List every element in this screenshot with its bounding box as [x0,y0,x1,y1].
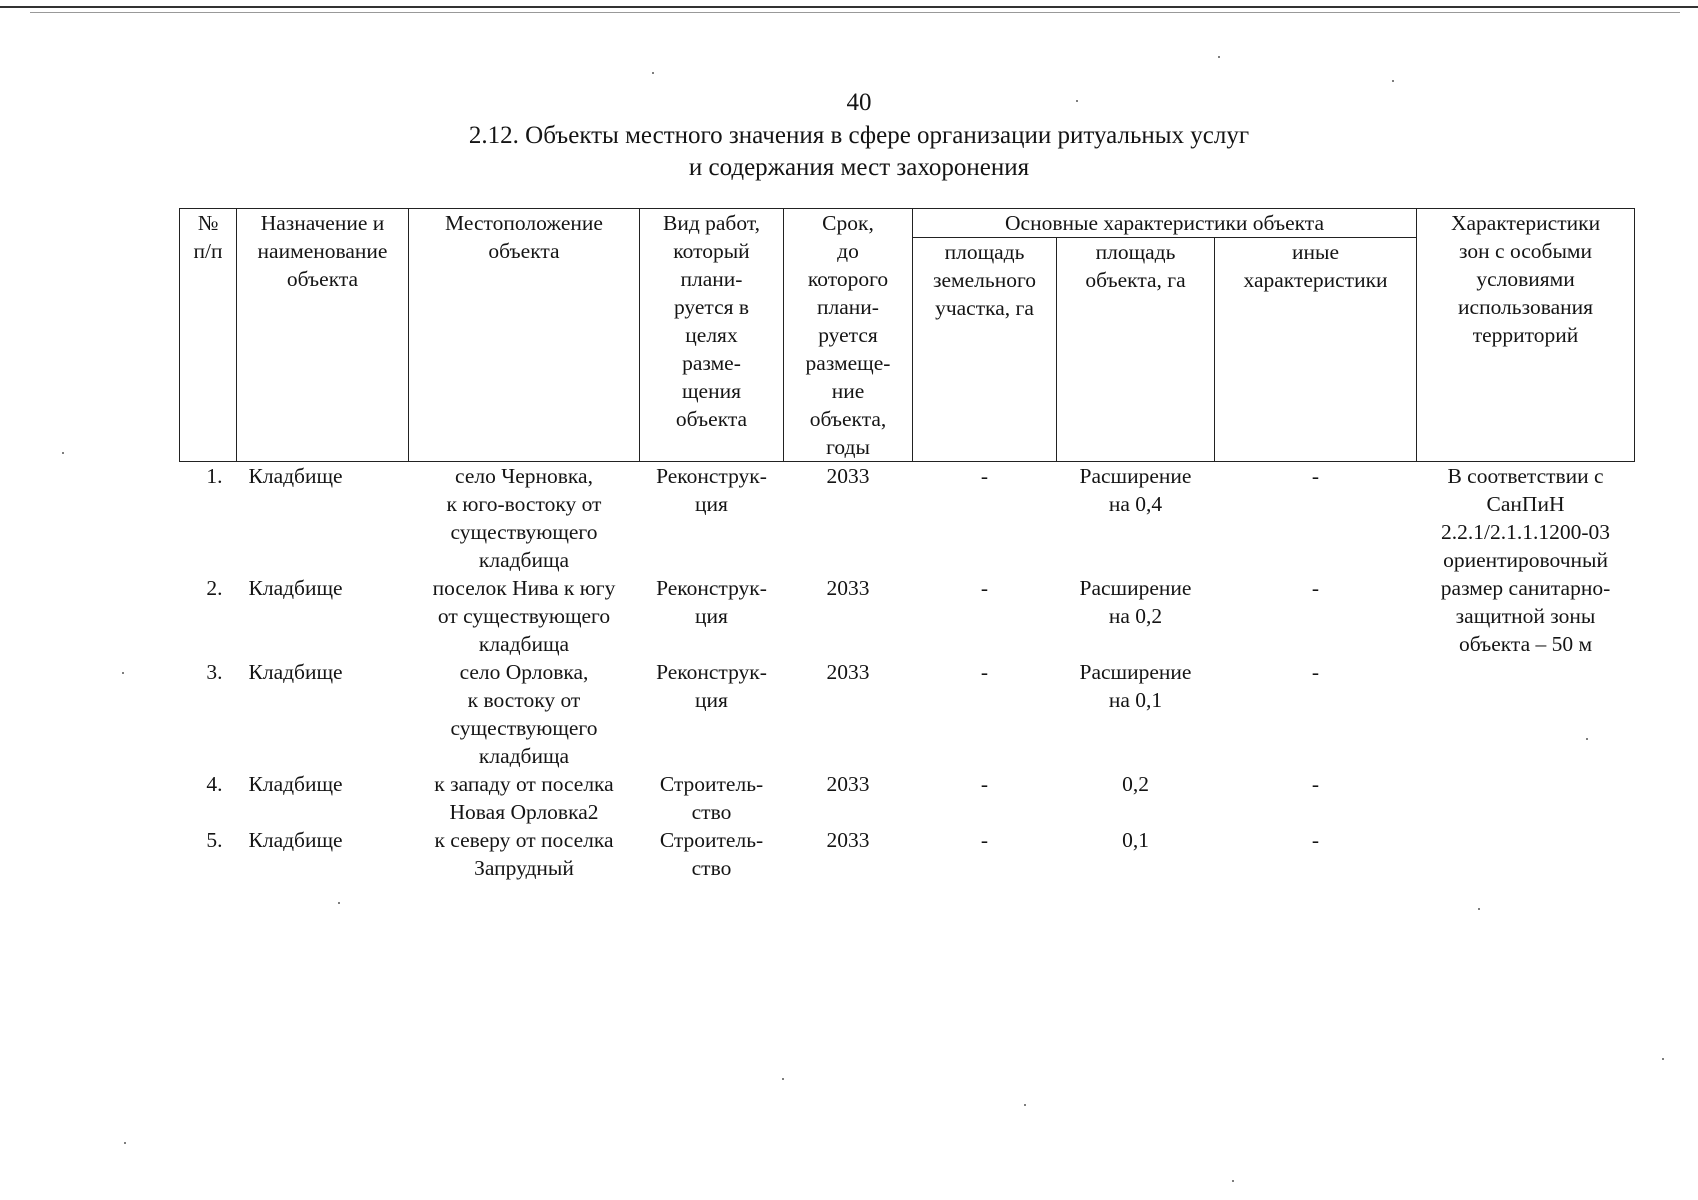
row-other: - [1311,828,1320,852]
row-name: Кладбище [248,772,343,796]
row-location: поселок Нива к югу от существующего кладбища [432,576,616,656]
row-object-area: Расширение на 0,1 [1079,660,1192,712]
header-object-area: площадь объекта, га [1057,238,1215,462]
scan-speck [1024,1104,1026,1106]
scan-speck [1076,100,1078,102]
row-land-area: - [980,464,989,488]
row-other: - [1311,772,1320,796]
page-title-line-2: и содержания мест захоронения [688,154,1030,181]
row-term: 2033 [826,576,870,600]
row-land-area: - [980,576,989,600]
scan-speck [1662,1058,1664,1060]
row-name: Кладбище [248,464,343,488]
row-term: 2033 [826,464,870,488]
scan-speck [782,1078,784,1080]
header-term: Срок, до которого плани- руется размеще- ние объекта, годы [784,209,913,462]
row-work-type: Реконструк- ция [656,660,767,712]
top-border-line-secondary [30,12,1680,13]
row-name: Кладбище [248,660,343,684]
scan-speck [1392,80,1394,82]
row-object-area: 0,2 [1122,772,1149,796]
row-other: - [1311,464,1320,488]
row-object-area: Расширение на 0,2 [1079,576,1192,628]
table-row [180,574,1635,658]
row-num: 2. [206,576,223,600]
row-num: 5. [206,828,223,852]
row-num: 3. [206,660,223,684]
row-name: Кладбище [248,828,343,852]
scan-speck [124,1142,126,1144]
header-location: Местоположение объекта [409,209,640,462]
row-name: Кладбище [248,576,343,600]
header-land-area: площадь земельного участка, га [913,238,1057,462]
header-other: иные характеристики [1215,238,1417,462]
scan-speck [62,452,64,454]
zones-note: В соответствии с СанПиН 2.2.1/2.1.1.1200-03 ориентировочный размер санитарно- защитной зоны объекта – 50 м [1440,464,1611,656]
table-row [180,770,1635,826]
row-num: 4. [206,772,223,796]
scan-speck [338,902,340,904]
table-row [180,658,1635,770]
row-work-type: Строитель- ство [659,772,764,824]
scan-speck [652,72,654,74]
row-land-area: - [980,828,989,852]
scan-speck [1232,1180,1234,1182]
row-term: 2033 [826,828,870,852]
table-body [180,462,1635,883]
row-location: к северу от поселка Запрудный [434,828,614,880]
row-object-area: 0,1 [1122,828,1149,852]
header-main-characteristics: Основные характеристики объекта [913,209,1417,238]
page-title [0,120,1698,184]
row-other: - [1311,660,1320,684]
row-location: к западу от поселка Новая Орловка2 [434,772,614,824]
row-work-type: Строитель- ство [659,828,764,880]
scan-speck [1586,738,1588,740]
header-name: Назначение и наименование объекта [237,209,409,462]
table-row [180,462,1635,575]
table-header [180,209,1635,462]
top-border-line [0,6,1698,8]
header-zones: Характеристики зон с особыми условиями использования территорий [1417,209,1635,462]
page-number: 40 [846,89,872,116]
row-object-area: Расширение на 0,4 [1079,464,1192,516]
row-land-area: - [980,772,989,796]
row-num: 1. [206,464,223,488]
row-location: село Орловка, к востоку от существующего кладбища [450,660,598,768]
row-term: 2033 [826,660,870,684]
row-location: село Черновка, к юго-востоку от существующего кладбища [446,464,602,572]
objects-table [179,208,1635,882]
table-row [180,826,1635,882]
row-other: - [1311,576,1320,600]
row-work-type: Реконструк- ция [656,464,767,516]
page-title-line-1: 2.12. Объекты местного значения в сфере организации ритуальных услуг [468,122,1250,149]
scan-speck [122,672,124,674]
scan-speck [1218,56,1220,58]
row-term: 2033 [826,772,870,796]
row-work-type: Реконструк- ция [656,576,767,628]
header-num: № п/п [180,209,237,462]
scan-speck [1478,908,1480,910]
row-land-area: - [980,660,989,684]
header-work-type: Вид работ, который плани- руется в целях разме- щения объекта [640,209,784,462]
